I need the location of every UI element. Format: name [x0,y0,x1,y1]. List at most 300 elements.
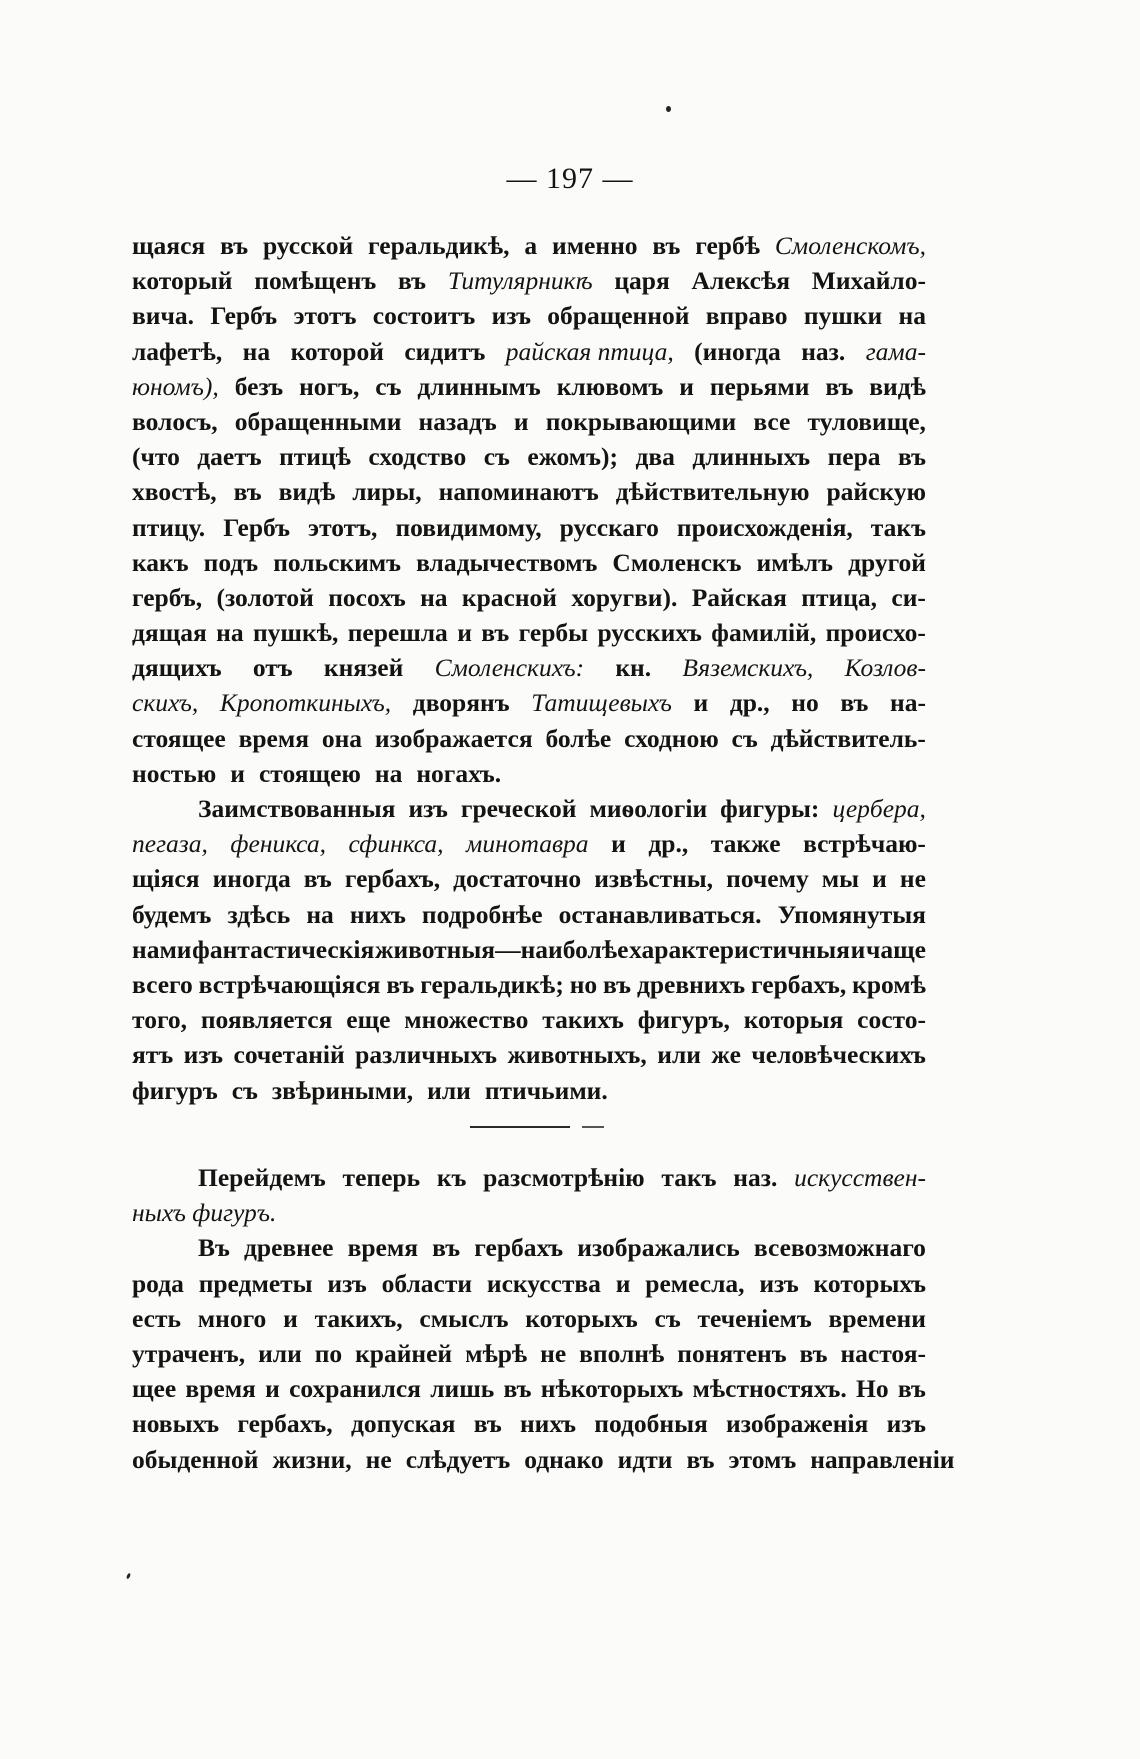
word: наз. [801,336,846,366]
word: птицу. [132,512,206,542]
word: повидимому, [395,512,542,542]
word: которыхъ [813,1268,926,1298]
word: вправо [705,301,788,331]
text-line [132,1371,926,1406]
text-line [132,439,926,474]
word: Упомянутыя [777,899,926,929]
word: Смоленскъ [612,547,742,577]
word: лиры, [352,477,422,507]
word: птичьими. [484,1075,608,1105]
word: но [569,969,598,999]
word: фантастическія [192,934,375,964]
word: еще [346,1005,391,1035]
word: различныхъ [355,1040,497,1070]
word: такихъ, [314,1303,403,1333]
word: помѣщенъ [254,266,377,296]
word: древнихъ [636,969,746,999]
word: также [710,829,781,859]
word: встрѣчающіяся [198,969,381,999]
word: и [513,406,529,436]
word: состо- [857,1005,926,1035]
word: геральдикѣ, [368,231,510,260]
text-line [132,897,926,932]
word: сохранился [289,1374,421,1404]
word: гербахъ, [344,864,441,894]
word: и [283,1303,298,1333]
word: назадъ [418,406,497,436]
word: съ [731,723,758,753]
word: на [306,899,334,929]
word: теперь [342,1163,421,1192]
word: лишь [430,1374,495,1404]
word: птица, [801,582,878,612]
word: щіяся [132,864,200,894]
word: на [242,336,271,366]
word: извѣстны, [594,864,714,894]
word: животныя—наиболѣе [374,934,629,964]
word: нѣкоторыхъ [540,1374,684,1404]
word: того, [132,1005,188,1035]
word: ятъ [132,1040,174,1070]
word: Смоленскомъ, [774,231,926,260]
word: сходство [368,442,467,472]
text-line [132,580,926,615]
word: Но [856,1374,889,1404]
word: чаще [865,934,926,964]
text-line [132,791,926,826]
paragraph [132,1160,926,1230]
word: въ [897,1374,926,1404]
word: безъ [234,371,284,401]
text-line [132,1406,926,1441]
word: слѣдуетъ [405,1444,511,1474]
word: она [321,723,363,753]
word: однако [524,1444,604,1474]
word: владычествомъ [416,547,598,577]
word: изъ [886,1409,926,1439]
text-line [132,545,926,580]
word: гама- [865,336,926,366]
paragraph [132,1230,955,1476]
word: напоминаютъ [438,477,599,507]
word: князей [323,653,404,683]
word: въ [233,477,262,507]
word: которой [290,336,384,366]
text-line [132,1002,926,1037]
word: гербѣ [695,231,761,260]
word: допуская [350,1409,456,1439]
word: все [753,406,791,436]
section-separator [470,1126,570,1128]
word: стоящею [258,758,361,788]
word: обыденной [132,1444,259,1474]
word: перешла [347,618,448,648]
word: же [711,1040,741,1070]
word: русскихъ [597,618,702,648]
word: сочетаній [233,1040,345,1070]
word: птицѣ [279,442,351,472]
word: въ [686,1444,715,1474]
word: и [230,758,245,788]
word: перьями [709,371,810,401]
word: си- [891,582,926,612]
word: гербахъ, [751,969,847,999]
word: Михайло- [811,266,926,296]
word: на- [890,688,926,718]
word: въ [398,266,427,296]
word: пера [827,442,881,472]
word: искусствен- [794,1163,926,1192]
word: русской [262,231,354,260]
word: дѣйствительную [615,477,810,507]
text-line [132,1160,926,1195]
word: дящая [132,618,207,648]
word: идти [617,1444,673,1474]
word: въ [432,1233,461,1263]
word: феникса, [230,829,326,859]
word: Вяземскихъ, [682,653,814,683]
word: хвостѣ, [132,477,217,507]
word: волосъ, [132,406,218,436]
word: Козлов- [844,653,926,683]
word: направленіи [810,1444,955,1474]
word: съ [654,1303,681,1333]
text-line [132,756,926,791]
word: всевозможнаго [753,1233,926,1263]
word: или [427,1075,471,1105]
word: въ [799,1338,828,1368]
text-line [132,1230,926,1265]
word: новыхъ [132,1409,220,1439]
word: гербъ, [132,582,203,612]
word: обращенными [234,406,402,436]
word: звѣриными, [271,1075,414,1105]
word: не [540,1338,567,1368]
word: изображается [374,723,533,753]
word: изъ [759,1268,799,1298]
word: или [657,1040,701,1070]
word: вполнѣ [579,1338,665,1368]
page-number: — 197 — [506,162,634,195]
word: въ [503,1374,532,1404]
word: посохъ [328,582,406,612]
word: въ [481,618,510,648]
word: др., [648,829,689,859]
word: миѳологіи [589,794,708,823]
word: ремесла, [645,1268,745,1298]
word: Перейдемъ [198,1163,326,1192]
word: древнее [243,1233,334,1263]
word: останавливаться. [558,899,762,929]
text-line [132,298,926,333]
word: происхо- [825,618,926,648]
word: всего [132,969,193,999]
word: ногахъ. [416,758,502,788]
word: изъ [408,794,448,823]
text-line [132,1195,926,1230]
word: изъ [183,1040,224,1070]
word: въ [386,969,415,999]
word: достаточно [453,864,582,894]
word: области [381,1268,473,1298]
word: Въ [198,1233,230,1263]
word: здѣсь [227,899,291,929]
word: ежомъ); [527,442,619,472]
word: обращенной [547,301,690,331]
word: кн. [615,653,652,683]
text-line [132,369,926,404]
word: изъ [327,1268,367,1298]
word: много [197,1303,267,1333]
word: время [185,1374,256,1404]
word: мѣрѣ [465,1338,528,1368]
word: фигуръ, [637,1005,730,1035]
ink-speck [666,106,671,112]
text-line [132,967,926,1002]
word: цербера, [832,794,926,823]
word: нами [132,934,192,964]
word: (иногда [694,336,781,366]
word: изъ [491,301,531,331]
word: по [314,1338,343,1368]
word: предметы [198,1268,313,1298]
text-line [132,474,926,509]
word: ногъ, [299,371,360,401]
word: скихъ, [132,688,199,718]
word: туловище, [807,406,926,436]
word: появляется [200,1005,333,1035]
word: въ [303,864,332,894]
word: пегаза, [132,829,208,859]
word: другой [848,547,926,577]
word: къ [436,1163,467,1192]
word: Татищевыхъ [531,688,672,718]
word: и [693,688,709,718]
word: юномъ), [132,371,219,401]
text-line [132,1266,926,1301]
text-line [132,1442,955,1477]
word: иногда [212,864,291,894]
word: (что [132,442,180,472]
word: дящихъ [132,653,222,683]
word: Смоленскихъ: [434,653,585,683]
word: гербахъ [474,1233,564,1263]
word: кромѣ [852,969,926,999]
word: гербы [518,618,589,648]
word: понятенъ [677,1338,787,1368]
word: дворянъ [412,688,510,718]
word: на [374,758,403,788]
word: съ [483,442,510,472]
word: не [365,1444,392,1474]
word: райскую [826,477,926,507]
word: или [258,1338,302,1368]
word: въ [840,688,869,718]
word: и [679,371,694,401]
word: утраченъ, [132,1338,246,1368]
word: русскаго [559,512,659,542]
word: изображались [577,1233,740,1263]
text-line [132,861,926,896]
word: который [132,266,233,296]
word: нихъ [519,1409,576,1439]
word: дѣйствитель- [770,723,926,753]
word: Кропоткиныхъ, [219,688,392,718]
word: Гербъ [210,301,278,331]
word: вича. [132,301,194,331]
text-block-upper [132,228,926,1108]
word: въ [897,442,926,472]
word: имѣлъ [756,547,834,577]
word: съ [231,1075,258,1105]
word: и [611,829,626,859]
word: а [524,231,538,260]
word: есть [132,1303,181,1333]
word: такъ [661,1163,717,1192]
word: на [420,582,448,612]
word: и [457,618,472,648]
text-line [132,404,926,439]
word: будемъ [132,899,212,929]
word: какъ [132,547,189,577]
word: длинныхъ [692,442,811,472]
word: крайней [355,1338,453,1368]
word: Титулярникѣ [447,266,593,296]
text-block-lower [132,1160,955,1477]
word: теченіемъ [697,1303,812,1333]
word: человѣческихъ [751,1040,926,1070]
word: характеристичныя [629,934,850,964]
text-line [132,826,926,861]
word: сидитъ [404,336,486,366]
word: клювомъ [556,371,664,401]
word: гербахъ, [237,1409,333,1439]
word: разсмотрѣнію [483,1163,645,1192]
word: подобныя [594,1409,708,1439]
word: съ [375,371,402,401]
paragraph [132,228,926,791]
word: (золотой [216,582,314,612]
word: даетъ [197,442,262,472]
word: не [899,864,926,894]
word: лафетѣ, [132,336,223,366]
word: геральдикѣ; [420,969,564,999]
ink-speck [126,1573,131,1580]
word: видѣ [869,371,926,401]
paragraph [132,791,926,1108]
word: жизни, [272,1444,352,1474]
word: райская птица, [505,336,674,366]
text-line [132,650,926,685]
word: время [347,1233,419,1263]
word: этомъ [728,1444,797,1474]
word: польскимъ [273,547,402,577]
word: сходною [624,723,719,753]
word: въ [603,969,632,999]
text-line [132,721,926,756]
text-line [132,263,926,298]
text-line [132,615,926,650]
word: почему [726,864,809,894]
word: ныхъ фигуръ. [132,1198,277,1228]
word: фигуры: [720,794,820,823]
word: фигуръ [132,1075,218,1105]
word: видѣ [278,477,336,507]
word: животныхъ, [507,1040,647,1070]
word: пушкѣ, [252,618,339,648]
word: мы [821,864,860,894]
word: подробнѣе [421,899,543,929]
word: время [238,723,310,753]
text-line [132,1037,926,1072]
word: подъ [203,547,259,577]
word: смыслъ [419,1303,509,1333]
word: такъ [870,512,926,542]
word: настоя- [840,1338,926,1368]
word: др., [729,688,770,718]
word: и [872,864,887,894]
text-line [132,1073,926,1108]
word: царя [614,266,670,296]
word: наз. [733,1163,778,1192]
word: стоящее [132,723,226,753]
word: ностью [132,758,217,788]
word: въ [825,371,854,401]
text-line [132,334,926,369]
word: рода [132,1268,184,1298]
word: на [216,618,244,648]
word: болѣе [545,723,612,753]
word: покрывающими [545,406,737,436]
word: которыя [743,1005,844,1035]
word: отъ [252,653,293,683]
word: фамилій, [711,618,817,648]
word: два [635,442,675,472]
word: но [791,688,819,718]
word: Заимствованныя [198,794,396,823]
text-line [132,1336,926,1371]
text-line [132,932,926,967]
text-line [132,510,926,545]
word: щаяся [132,231,206,260]
word: въ [220,231,249,260]
word: времени [828,1303,926,1333]
word: именно [552,231,638,260]
text-line [132,685,926,720]
word: сфинкса, [348,829,444,859]
word: такихъ [542,1005,624,1035]
word: хоругви). [571,582,678,612]
word: щее [132,1374,177,1404]
word: этотъ [293,301,357,331]
word: изображенія [726,1409,869,1439]
text-line [132,1301,926,1336]
word: длиннымъ [417,371,541,401]
word: греческой [460,794,577,823]
text-line [132,228,926,263]
word: нихъ [349,899,406,929]
word: и [265,1374,280,1404]
word: красной [461,582,557,612]
word: въ [652,231,681,260]
word: которыхъ [525,1303,638,1333]
word: происхожденія, [676,512,853,542]
word: въ [473,1409,502,1439]
word: и [615,1268,631,1298]
word: встрѣчаю- [803,829,926,859]
word: Гербъ [223,512,290,542]
word: множество [404,1005,529,1035]
